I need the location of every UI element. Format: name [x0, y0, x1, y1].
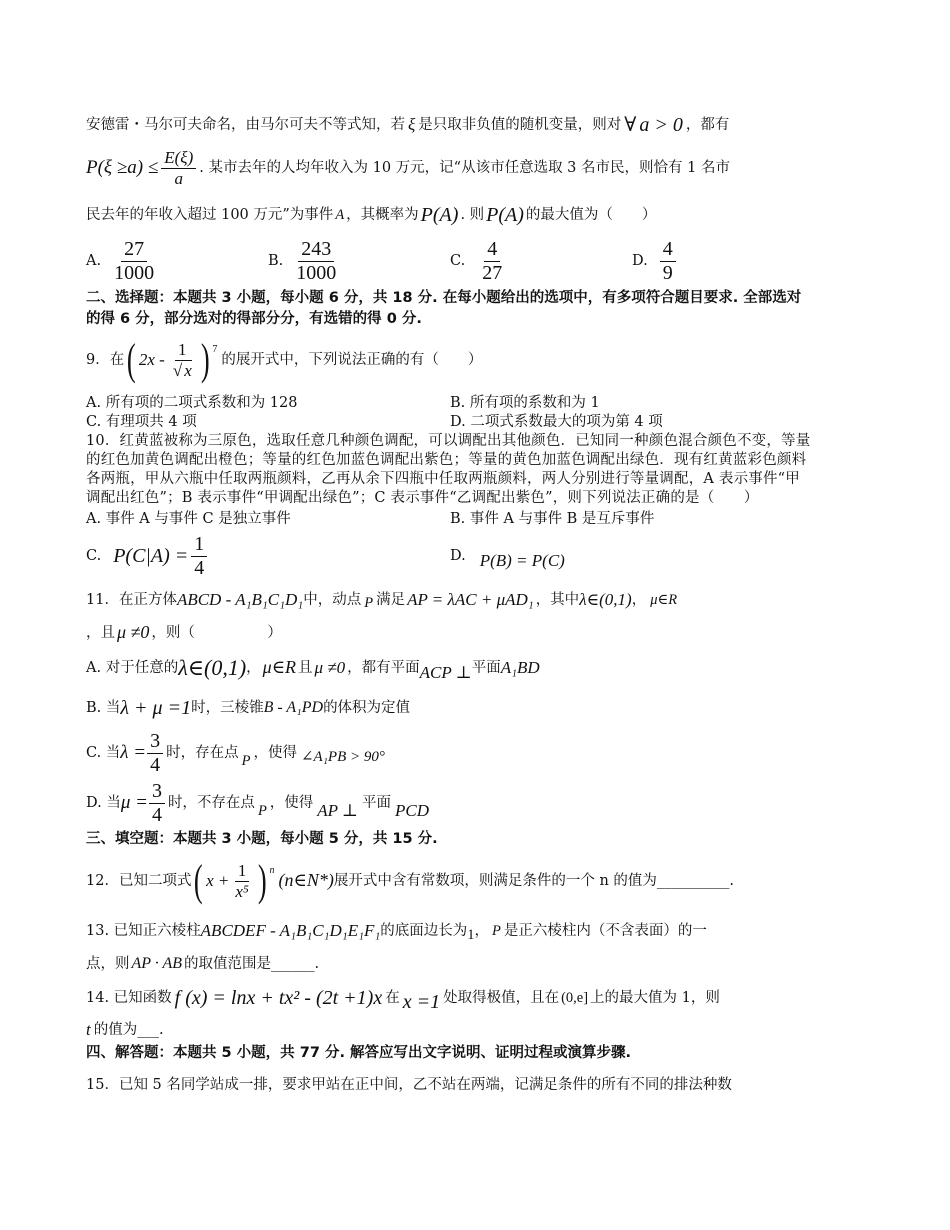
- q8-forall: ∀: [624, 113, 637, 136]
- exam-page: [86, 108, 814, 1096]
- q9-frac-num: 1: [175, 340, 190, 361]
- q8-options: [86, 236, 814, 286]
- q11-option-d-fraction: [149, 780, 165, 827]
- q8-option-a-fraction: [111, 238, 157, 285]
- q8-option-b[interactable]: [268, 238, 450, 285]
- q9-frac-den: √ x: [172, 360, 192, 380]
- q11-option-a-mu-ne: μ ≠0: [314, 657, 346, 677]
- q11-lambda-range: λ∈(0,1): [579, 589, 632, 609]
- q8-option-b-label: B.: [268, 252, 284, 269]
- q9-options-row-2: [86, 413, 814, 432]
- q11-option-d-den: 4: [151, 803, 162, 826]
- q11-cube: ABCD - A₁B₁C₁D₁: [176, 589, 304, 609]
- q10-option-c-expr: P(C|A) =: [113, 544, 189, 567]
- q11-option-d-num: 3: [149, 780, 165, 804]
- q8-option-c-den: 27: [482, 261, 503, 284]
- q12-frac-num: 1: [235, 861, 250, 882]
- q11-option-a-text-3: 且: [298, 659, 313, 676]
- q9-prefix: 9．在: [86, 351, 125, 368]
- q8-option-a-num: 27: [121, 238, 147, 262]
- q8-option-a-den: 1000: [114, 261, 155, 284]
- q11-option-d-text-1: D. 当: [86, 794, 121, 811]
- q10-option-d-label: D.: [450, 547, 466, 564]
- q13-line2: [86, 950, 814, 978]
- q10-option-c-label: C.: [86, 547, 102, 564]
- q9-options: [86, 394, 814, 432]
- q14-function: f (x) = lnx + tx² - (2t +1)x: [174, 986, 383, 1009]
- section-4-heading: 四、解答题：本题共 5 小题，共 77 分. 解答应写出文字说明、证明过程或演算步骤.: [86, 1045, 632, 1061]
- q11-option-c-point: P: [241, 752, 251, 769]
- q8-ineq-left: P(ξ ≥a) ≤: [86, 157, 159, 179]
- q8-line1: [86, 108, 814, 142]
- q11-text-e: ，: [631, 591, 647, 608]
- q12-stem: [86, 850, 814, 912]
- q10-option-a[interactable]: A. 事件 A 与事件 C 是独立事件: [86, 511, 291, 527]
- q11-option-c-num: 3: [147, 730, 163, 754]
- q8-option-b-den: 1000: [296, 261, 337, 284]
- q8-line2: [86, 142, 814, 194]
- q12-prefix: 12．已知二项式: [86, 872, 192, 889]
- q13-text-a: 13. 已知正六棱柱: [86, 922, 201, 939]
- q13-text-f: 的取值范围是______.: [184, 955, 320, 972]
- q11-vector-eq: AP = λAC + μAD₁: [407, 589, 534, 609]
- q13-prism: ABCDEF - A₁B₁C₁D₁E₁F₁: [200, 920, 381, 940]
- q13-one: 1: [467, 926, 475, 943]
- q14-line1: [86, 978, 814, 1018]
- q9-expr: 2x -: [138, 349, 165, 369]
- q12-left-paren: (: [194, 856, 204, 905]
- q11-option-c-den: 4: [150, 753, 161, 776]
- q9-option-c[interactable]: C. 有理项共 4 项: [86, 414, 197, 430]
- q12-right-paren: ): [257, 856, 267, 905]
- q8-text-h: 的最大值为（ ）: [525, 206, 657, 223]
- q8-text-f: ，其概率为: [346, 206, 419, 223]
- q13-point-p: P: [492, 922, 501, 939]
- q11-mu-r: μ∈R: [650, 591, 678, 608]
- q11-option-c-fraction: [147, 730, 163, 777]
- q11-text-f: ，且: [86, 624, 115, 641]
- q10-option-c-den: 4: [194, 556, 205, 579]
- q14-text-a: 14. 已知函数: [86, 989, 172, 1006]
- q13-line1: [86, 912, 814, 950]
- q11-option-a-text-1: A. 对于任意的: [86, 659, 179, 676]
- q10-options-row-1: [86, 508, 814, 530]
- section-3-heading: 三、填空题：本题共 3 小题，每小题 5 分，共 15 分.: [86, 831, 438, 847]
- q11-option-c-text-2: 时，存在点: [166, 744, 239, 761]
- q11-text-b: 中，动点: [303, 591, 362, 608]
- q11-option-b-text-3: 的体积为定值: [323, 699, 411, 716]
- q13-text-e: 点，则: [86, 955, 130, 972]
- q11-text-c: 满足: [376, 591, 406, 608]
- q11-option-a-plane-1: ACP ⊥: [419, 662, 472, 682]
- q11-option-d-text-3: ，使得: [269, 794, 314, 811]
- q12-fraction: [232, 861, 251, 901]
- q13-text-b: 的底面边长为: [380, 922, 468, 939]
- q12-power-n: n: [269, 865, 275, 876]
- q8-option-d-num: 4: [660, 238, 676, 262]
- q14-text-e: 的值为___.: [93, 1021, 164, 1038]
- q11-option-a-mu: μ∈R: [262, 657, 297, 678]
- q14-text-d: 上的最大值为 1，则: [590, 989, 720, 1006]
- q11-option-c-angle: ∠A₁PB > 90°: [300, 749, 385, 766]
- q14-interval: (0,e]: [561, 989, 589, 1006]
- q11-line1: [86, 582, 814, 618]
- q11-option-c[interactable]: [86, 728, 814, 778]
- q11-option-d[interactable]: [86, 778, 814, 828]
- q9-option-a[interactable]: A. 所有项的二项式系数和为 128: [86, 395, 298, 411]
- q11-option-d-plane: PCD: [395, 800, 429, 820]
- q13-text-c: ，: [474, 922, 490, 939]
- q8-option-a-label: A.: [86, 252, 102, 269]
- q8-option-d[interactable]: [632, 238, 814, 285]
- q11-option-d-text-4: 平面: [362, 794, 391, 811]
- q11-line2: [86, 618, 814, 648]
- q9-option-b[interactable]: B. 所有项的系数和为 1: [450, 395, 600, 411]
- q8-option-c-label: C.: [450, 252, 466, 269]
- q11-mu-ne-0: μ ≠0: [117, 622, 150, 643]
- q11-option-a-text-2: ，: [246, 659, 261, 676]
- q9-sqrt-x: x: [184, 360, 192, 380]
- q12-frac-den: x⁵: [235, 881, 249, 901]
- q9-right-paren: ): [200, 335, 210, 384]
- q8-option-d-label: D.: [632, 252, 648, 269]
- q8-event: A: [335, 206, 345, 223]
- q8-ineq-num: E(ξ): [161, 148, 196, 169]
- q11-option-b-pyramid: B - A₁PD: [263, 698, 324, 716]
- q11-option-b-cond: λ + μ =1: [120, 696, 192, 719]
- q8-text-c: ，都有: [685, 116, 730, 133]
- q11-option-b[interactable]: [86, 688, 814, 728]
- q12-x: x +: [206, 870, 230, 890]
- q11-option-d-text-2: 时，不存在点: [167, 794, 255, 811]
- q8-option-b-fraction: [293, 238, 339, 285]
- q8-option-d-den: 9: [662, 261, 673, 284]
- q11-option-c-text-3: ，使得: [253, 744, 297, 761]
- q9-suffix: 的展开式中，下列说法正确的有（ ）: [221, 351, 483, 368]
- q13-text-d: 是正六棱柱内（不含表面）的一: [503, 922, 707, 939]
- q11-option-c-lambda: λ =: [120, 742, 147, 764]
- q14-t: t: [86, 1019, 91, 1039]
- q11-text-a: 11．在正方体: [86, 591, 177, 608]
- q11-option-b-text-2: 时，三棱锥: [191, 699, 264, 716]
- q10-option-c-fraction: [191, 533, 207, 580]
- q8-option-d-fraction: [660, 238, 676, 285]
- q8-option-c-num: 4: [484, 238, 500, 262]
- q8-text-e: 民去年的年收入超过 100 万元”为事件: [86, 206, 334, 223]
- q15-stem: 15．已知 5 名同学站成一排，要求甲站在正中间，乙不站在两端，记满足条件的所有不同的排法种数: [86, 1077, 732, 1093]
- q9-binomial: [124, 335, 218, 384]
- q11-option-a-lambda: λ∈(0,1): [178, 654, 247, 680]
- q13-dot-product: AP · AB: [131, 954, 183, 972]
- q14-line2: [86, 1018, 814, 1042]
- q8-ineq-fraction: [161, 148, 196, 188]
- q9-stem: [86, 330, 814, 390]
- q10-options-row-2: [86, 530, 814, 582]
- q10-option-c[interactable]: [86, 533, 450, 580]
- q14-x-eq-1: x =1: [402, 990, 441, 1013]
- q9-options-row-1: [86, 394, 814, 413]
- q8-option-c-fraction: [479, 238, 505, 285]
- q8-text-b: 是只取非负值的随机变量，则对: [418, 116, 622, 133]
- q10-option-d[interactable]: [450, 538, 814, 574]
- q8-text-a: 安德雷・马尔可夫命名，由马尔可夫不等式知，若: [86, 116, 405, 133]
- q9-power: 7: [212, 344, 218, 355]
- q14-text-b: 在: [385, 989, 400, 1006]
- q11-option-d-line: AP ⊥: [317, 800, 358, 820]
- q9-option-d[interactable]: D. 二项式系数最大的项为第 4 项: [450, 414, 663, 430]
- q11-option-a-plane-2: A₁BD: [500, 657, 540, 677]
- q8-pa-1: P(A): [420, 203, 459, 226]
- q8-option-b-num: 243: [298, 238, 334, 262]
- q11-option-a[interactable]: [86, 648, 814, 688]
- q8-option-a[interactable]: [86, 238, 268, 285]
- q11-option-b-text-1: B. 当: [86, 699, 121, 716]
- q11-point-p: P: [364, 594, 374, 611]
- section-2-heading: 二、选择题：本题共 3 小题，每小题 6 分，共 18 分. 在每小题给出的选项中，有多项符合题目要求. 全部选对的得 6 分，部分选对的得部分分，有选错的得 0 分.: [86, 290, 802, 327]
- q10-option-c-num: 1: [191, 533, 207, 557]
- q10-stem: 10．红黄蓝被称为三原色，选取任意几种颜色调配，可以调配出其他颜色．已知同一种颜色混合颜色不变，等量的红色加黄色调配出橙色；等量的红色加蓝色调配出紫色；等量的黄色加蓝色调配出绿色．现有红黄蓝彩色颜料各两瓶，甲从六瓶中任取两瓶颜料，乙再从余下四瓶中任取两瓶颜料，两人分别进行等量调配，A 表示事件“甲调配出红色”；B 表示事件“甲调配出绿色”；C 表示事件“乙调配出紫色”，则下列说法正确的是（ ）: [86, 433, 811, 506]
- q8-ineq-den: a: [174, 168, 184, 188]
- q11-option-d-point: P: [257, 802, 267, 819]
- q8-xi: ξ: [408, 114, 416, 134]
- q12-binomial: [191, 856, 275, 905]
- q11-option-a-text-5: 平面: [471, 659, 501, 676]
- q8-option-c[interactable]: [450, 238, 632, 285]
- q8-pa-2: P(A): [486, 203, 524, 226]
- q9-left-paren: (: [127, 335, 136, 384]
- q10-option-b[interactable]: B. 事件 A 与事件 B 是互斥事件: [450, 511, 655, 527]
- q8-text-g: . 则: [460, 206, 485, 223]
- q10-option-d-expr: P(B) = P(C): [479, 550, 565, 570]
- q11-text-d: ，其中: [535, 591, 580, 608]
- q9-fraction: [170, 340, 195, 380]
- q12-suffix: 展开式中含有常数项，则满足条件的一个 n 的值为__________.: [333, 872, 735, 889]
- q11-text-g: ，则（ ）: [151, 624, 282, 641]
- q12-condition: (n∈N*): [278, 870, 334, 891]
- q14-text-c: 处取得极值，且在: [443, 989, 560, 1006]
- q8-line3: [86, 194, 814, 236]
- q8-text-d: . 某市去年的人均年收入为 10 万元，记“从该市任意选取 3 名市民，则恰有 1 名市: [199, 159, 730, 176]
- q11-option-c-text-1: C. 当: [86, 744, 121, 761]
- q8-a-gt-0: a > 0: [639, 113, 683, 136]
- q11-option-d-mu: μ =: [120, 792, 148, 814]
- q11-option-a-text-4: ，都有平面: [347, 659, 420, 676]
